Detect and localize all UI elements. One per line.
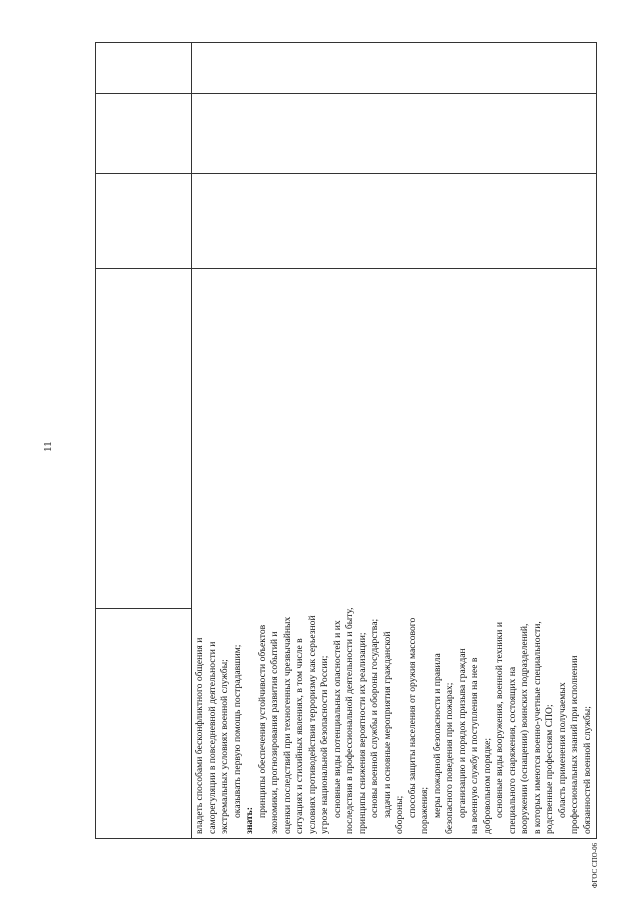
table-cell [192, 174, 597, 269]
table-cell [96, 94, 192, 174]
text-line: последствия в профессиональной деятельности и быту, [344, 607, 355, 834]
curriculum-table [95, 43, 593, 839]
text-line: задачи и основные мероприятия гражданской [381, 631, 393, 818]
page-number: 11 [42, 441, 54, 452]
text-line: угрозе национальной безопасности России; [319, 655, 330, 834]
text-line: основные виды вооружения, военной техники и [494, 622, 505, 818]
text-line: меры пожарной безопасности и правила [431, 653, 443, 818]
text-line: область применения получаемых [556, 682, 568, 818]
competency-text-cell [192, 269, 597, 839]
text-line: организацию и порядок призыва граждан [456, 648, 468, 818]
text-line: основы военной службы и обороны государства; [369, 618, 380, 818]
table-grid [95, 42, 597, 839]
text-line: поражения; [419, 786, 430, 834]
text-line: обязанностей военной службы; [581, 706, 593, 834]
text-line: родственные профессиям СПО; [544, 704, 555, 834]
table-cell [96, 43, 192, 94]
table-cell [96, 609, 192, 839]
text-line: владеть способами бесконфликтного общения и [194, 637, 205, 834]
table-row-text [192, 43, 597, 839]
section-heading: знать: [244, 807, 255, 834]
text-line: основные виды потенциальных опасностей и их [331, 620, 343, 818]
text-line: на военную службу и поступления на нее в [469, 657, 480, 834]
text-line: способы защиты населения от оружия массового [406, 617, 418, 818]
text-line: принципы обеспечения устойчивости объектов [256, 624, 268, 818]
table-row-top [96, 43, 192, 839]
text-line: вооружении (оснащении) воинских подразделений, [519, 623, 530, 834]
text-line: профессиональных знаний при исполнении [569, 655, 580, 834]
text-line: экономики, прогнозирования развития событий и [269, 631, 280, 834]
table-cell [96, 174, 192, 269]
page-footer: ФГОС СПО-06 [591, 842, 599, 888]
text-line: условиях противодействия терроризму как серьезной [306, 615, 318, 834]
table-cell [192, 94, 597, 174]
text-line: добровольном порядке; [481, 737, 493, 834]
text-line: в которых имеются военно-учетные специальности, [531, 621, 543, 834]
text-line: оказывать первую помощь пострадавшим; [231, 644, 243, 818]
text-line: принципы снижения вероятности их реализации; [356, 632, 368, 834]
table-cell [192, 43, 597, 94]
text-line: обороны; [394, 795, 405, 834]
text-line: ситуациях и стихийных явлениях, в том числе в [294, 638, 305, 834]
text-line: экстремальных условиях военной службы; [219, 659, 230, 834]
table-cell [96, 269, 192, 609]
text-line: саморегуляции в повседневной деятельности и [206, 641, 218, 834]
text-line: специального снаряжения, состоящих на [506, 666, 518, 834]
text-line: безопасного поведения при пожарах; [444, 682, 455, 834]
text-line: оценки последствий при техногенных чрезвычайных [281, 616, 293, 834]
